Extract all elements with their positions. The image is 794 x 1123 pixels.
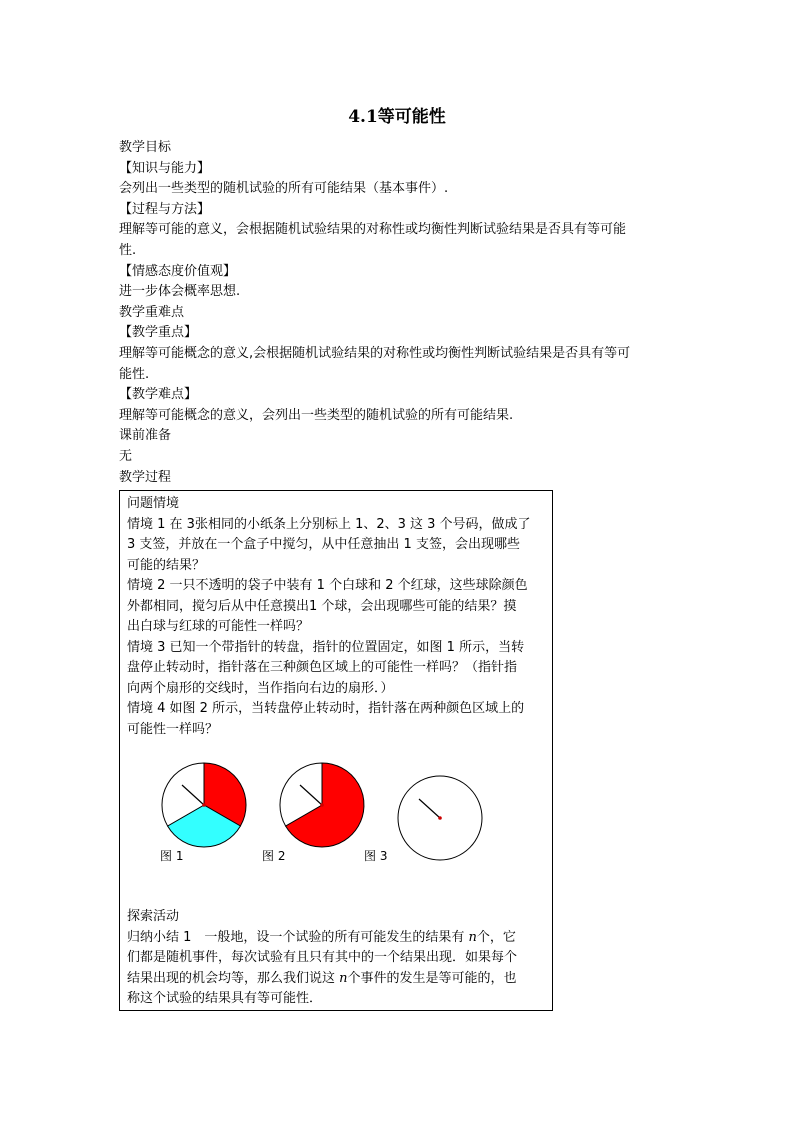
prep-text: 无 (119, 448, 133, 464)
box-line: 问题情境 (127, 496, 180, 511)
summary-text: 个，它 (476, 929, 516, 945)
summary-line (127, 928, 549, 949)
spinner-2-pointer-dot (320, 803, 324, 807)
key-heading: 【教学重点】 (119, 325, 198, 341)
figure-3-label: 图 3 (364, 849, 388, 863)
box-line: 出白球与红球的可能性一样吗？ (127, 619, 310, 634)
summary-text: 结果出现的机会均等，那么我们说这 (127, 970, 340, 986)
teaching-process-box (119, 490, 553, 1011)
difficult-text: 理解等可能概念的意义，会列出一些类型的随机试验的所有可能结果. (119, 407, 514, 423)
difficult-heading: 【教学难点】 (119, 387, 198, 403)
spinner-figure-1 (162, 763, 246, 847)
box-line: 情境 1 在 3张相同的小纸条上分别标上 1、2、3 这 3 个号码，做成了 (127, 516, 531, 532)
box-line: 可能性一样吗？ (127, 721, 219, 737)
key-difficult-heading: 教学重难点 (119, 304, 185, 320)
box-line: 情境 2 一只不透明的袋子中装有 1 个白球和 2 个红球，这些球除颜色 (127, 578, 528, 593)
emotion-text: 进一步体会概率思想. (119, 284, 241, 300)
figure-1-label: 图 1 (160, 849, 184, 863)
summary-text: 个事件的发生是等可能的，也 (347, 970, 517, 986)
explore-heading: 探索活动 (127, 909, 180, 924)
goals-heading: 教学目标 (119, 140, 172, 155)
summary-line: 称这个试验的结果具有等可能性． (127, 991, 323, 1006)
knowledge-heading: 【知识与能力】 (119, 160, 211, 176)
process-heading: 【过程与方法】 (119, 201, 211, 217)
prep-heading: 课前准备 (119, 428, 172, 444)
variable-n: n (468, 929, 477, 945)
variable-n: n (339, 970, 348, 986)
page-title: 4.1等可能性 (348, 107, 446, 127)
key-text-line-2: 能性. (119, 366, 150, 382)
spinner-3-pointer-dot (438, 816, 442, 820)
box-line: 情境 4 如图 2 所示，当转盘停止转动时，指针落在两种颜色区域上的 (127, 701, 525, 716)
teaching-process-heading: 教学过程 (119, 469, 172, 485)
box-line: 情境 3 已知一个带指针的转盘，指针的位置固定，如图 1 所示，当转 (127, 639, 525, 655)
spinner-figure-2 (280, 763, 364, 847)
box-line: 可能的结果？ (127, 557, 206, 573)
box-line: 盘停止转动时，指针落在三种颜色区域上的可能性一样吗？（指针指 (127, 660, 518, 675)
spinner-figure-3 (398, 776, 482, 860)
figure-2-label: 图 2 (262, 849, 286, 863)
spinner-1-pointer-dot (202, 803, 206, 807)
process-text-line-2: 性. (119, 242, 137, 258)
box-line: 外都相同，搅匀后从中任意摸出1 个球，会出现哪些可能的结果？摸 (127, 598, 517, 614)
box-line: 3 支签，并放在一个盒子中搅匀，从中任意抽出 1 支签，会出现哪些 (127, 537, 520, 552)
box-line: 向两个扇形的交线时，当作指向右边的扇形．） (127, 680, 394, 696)
summary-line: 们都是随机事件，每次试验有且只有其中的一个结果出现．如果每个 (127, 950, 518, 965)
key-text-line-1: 理解等可能概念的意义,会根据随机试验结果的对称性或均衡性判断试验结果是否具有等可 (119, 345, 631, 361)
knowledge-text: 会列出一些类型的随机试验的所有可能结果（基本事件）. (119, 181, 449, 197)
process-text-line-1: 理解等可能的意义，会根据随机试验结果的对称性或均衡性判断试验结果是否具有等可能 (119, 222, 627, 238)
summary-line (127, 969, 549, 990)
summary-text: 归纳小结 1 一般地，设一个试验的所有可能发生的结果有 (127, 929, 469, 945)
lesson-plan-body (119, 138, 679, 488)
explore-text (127, 907, 549, 1010)
emotion-heading: 【情感态度价值观】 (119, 263, 237, 279)
